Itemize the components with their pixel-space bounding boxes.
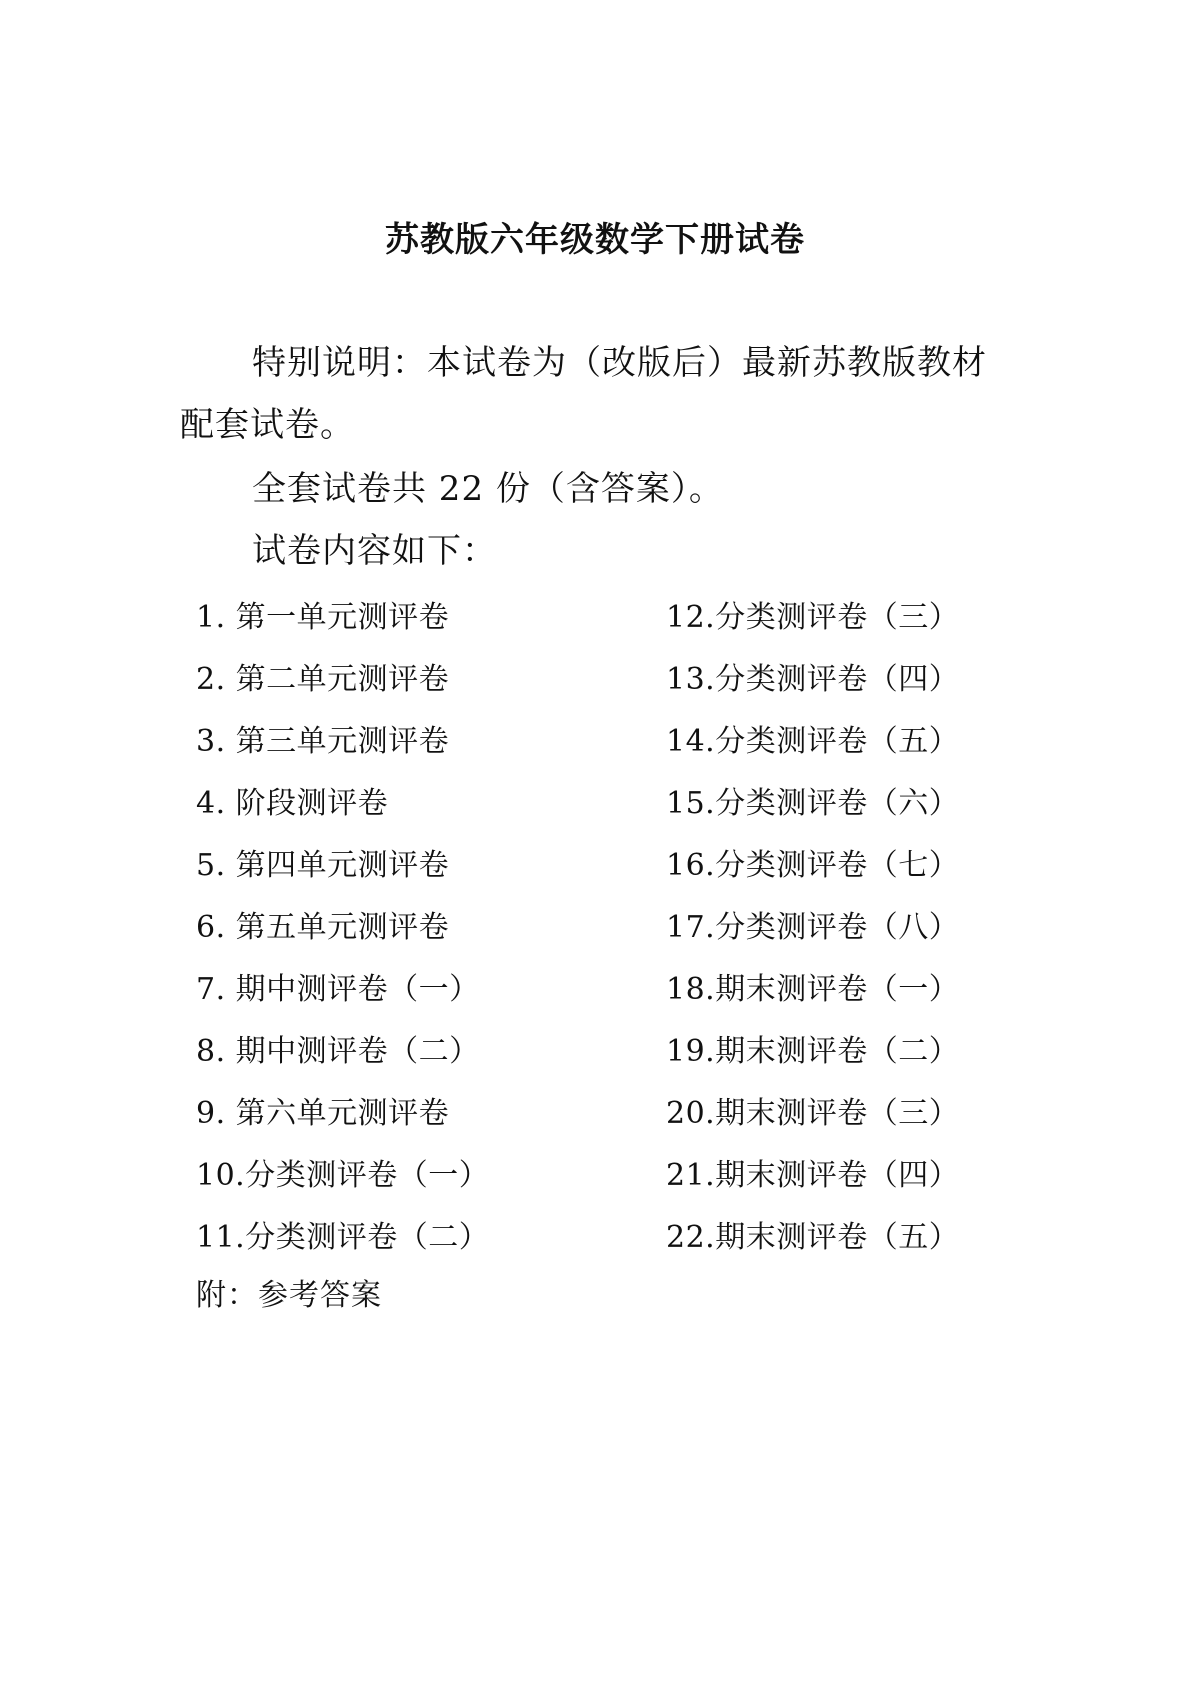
- toc-item: 13.分类测评卷（四）: [666, 662, 960, 697]
- toc-item: 3. 第三单元测评卷: [196, 724, 450, 759]
- toc-item: 14.分类测评卷（五）: [666, 724, 960, 759]
- toc-row: [196, 955, 996, 1017]
- toc-item: 9. 第六单元测评卷: [196, 1096, 450, 1131]
- toc-item: 7. 期中测评卷（一）: [196, 972, 480, 1007]
- toc-item: 2. 第二单元测评卷: [196, 662, 450, 697]
- intro-text: 特别说明：本试卷为（改版后）最新苏教版教材配套试卷。: [180, 343, 987, 445]
- toc-item: 4. 阶段测评卷: [196, 786, 389, 821]
- toc-item: 20.期末测评卷（三）: [666, 1096, 960, 1131]
- toc-row: [196, 1203, 996, 1265]
- toc-item: 16.分类测评卷（七）: [666, 848, 960, 883]
- toc-item: 1. 第一单元测评卷: [196, 600, 450, 635]
- toc-item: 15.分类测评卷（六）: [666, 786, 960, 821]
- total-count-line: 全套试卷共 22 份（含答案）。: [252, 469, 724, 509]
- toc-row: [196, 893, 996, 955]
- toc-row: [196, 769, 996, 831]
- toc-item: 10.分类测评卷（一）: [196, 1158, 490, 1193]
- toc-item: 19.期末测评卷（二）: [666, 1034, 960, 1069]
- document-title: 苏教版六年级数学下册试卷: [385, 220, 805, 260]
- toc-row: [196, 1079, 996, 1141]
- toc-item: 18.期末测评卷（一）: [666, 972, 960, 1007]
- toc-item: 22.期末测评卷（五）: [666, 1220, 960, 1255]
- toc-row: [196, 1017, 996, 1079]
- toc-row: [196, 707, 996, 769]
- toc-row: [196, 831, 996, 893]
- toc-item: 8. 期中测评卷（二）: [196, 1034, 480, 1069]
- toc-item: 12.分类测评卷（三）: [666, 600, 960, 635]
- toc-item: 21.期末测评卷（四）: [666, 1158, 960, 1193]
- toc-item: 5. 第四单元测评卷: [196, 848, 450, 883]
- toc-row: [196, 583, 996, 645]
- contents-heading: 试卷内容如下：: [252, 531, 497, 571]
- table-of-contents: [196, 583, 996, 1265]
- intro-paragraph: [180, 332, 1020, 456]
- toc-item: 6. 第五单元测评卷: [196, 910, 450, 945]
- toc-row: [196, 1141, 996, 1203]
- toc-item: 11.分类测评卷（二）: [196, 1220, 490, 1255]
- toc-row: [196, 645, 996, 707]
- appendix-note: 附：参考答案: [196, 1278, 382, 1313]
- toc-item: 17.分类测评卷（八）: [666, 910, 960, 945]
